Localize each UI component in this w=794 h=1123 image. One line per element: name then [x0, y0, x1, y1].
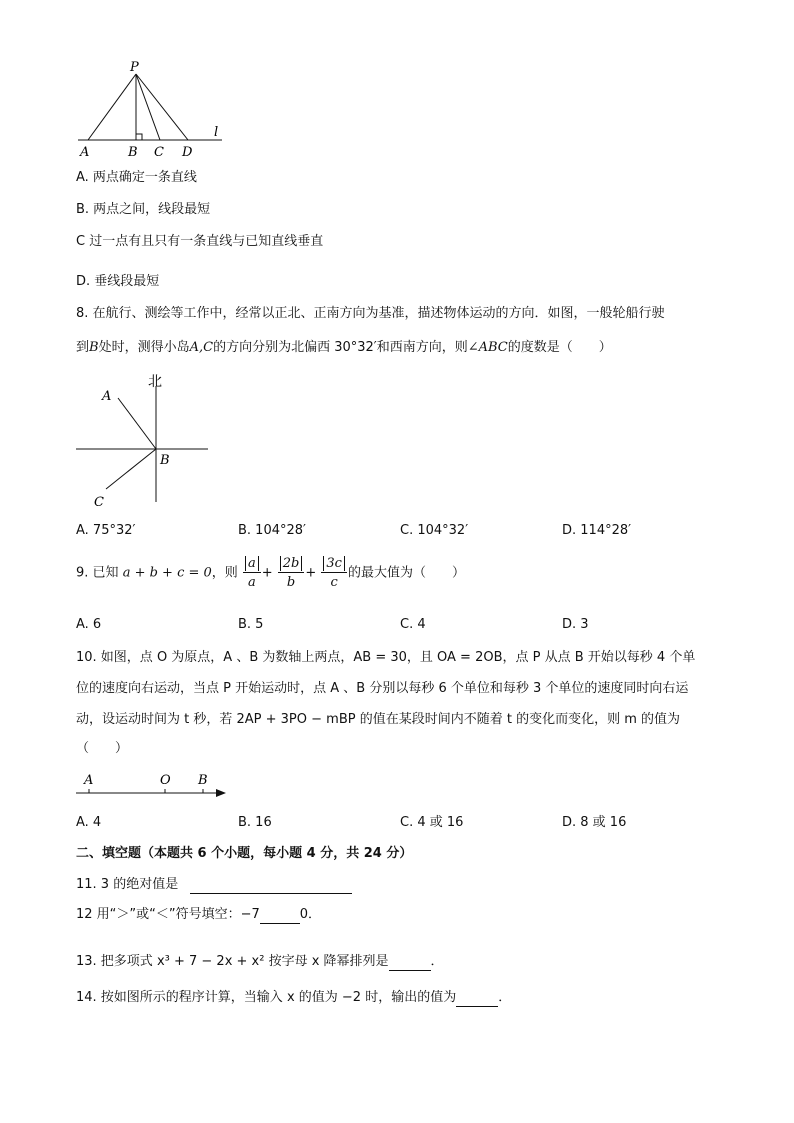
q10-line1: 10. 如图，点 O 为原点，A 、B 为数轴上两点，AB = 30，且 OA = 2OB，点 P 从点 B 开始以每秒 4 个单	[76, 650, 696, 665]
q7-option-d: D. 垂线段最短	[76, 274, 160, 289]
q8-option-d: D. 114°28′	[562, 523, 632, 538]
label-B: B	[198, 773, 208, 788]
label-A: A	[84, 773, 94, 788]
q13-answer-blank[interactable]	[389, 954, 431, 971]
q12-answer-blank[interactable]	[260, 907, 300, 924]
q9-option-d: D. 3	[562, 617, 589, 632]
q8-line2: 到B处时，测得小岛A,C的方向分别为北偏西 30°32′和西南方向，则∠ABC的度数是（ ）	[76, 340, 612, 355]
q8-option-b: B. 104°28′	[238, 523, 306, 538]
label-C: C	[94, 495, 104, 510]
q9-option-a: A. 6	[76, 617, 102, 632]
q10-option-d: D. 8 或 16	[562, 815, 627, 830]
label-C: C	[154, 145, 164, 160]
q9-option-b: B. 5	[238, 617, 264, 632]
q10-line4: （ ）	[76, 741, 129, 756]
q11-answer-blank[interactable]	[190, 877, 352, 894]
q10-option-b: B. 16	[238, 815, 272, 830]
number-line	[70, 768, 235, 802]
fraction-2: $\frac{2b}{b}$	[278, 556, 305, 590]
q7-figure	[70, 58, 240, 163]
q9-option-c: C. 4	[400, 617, 426, 632]
q8-figure	[70, 372, 220, 512]
q7-option-c: C 过一点有且只有一条直线与已知直线垂直	[76, 234, 324, 249]
q10-option-a: A. 4	[76, 815, 102, 830]
q8-option-c: C. 104°32′	[400, 523, 469, 538]
label-north: 北	[148, 374, 162, 390]
q11: 11. 3 的绝对值是	[76, 877, 352, 894]
q14: 14. 按如图所示的程序计算，当输入 x 的值为 −2 时，输出的值为 ．	[76, 990, 512, 1005]
label-A: A	[80, 145, 90, 160]
q8-line1: 8. 在航行、测绘等工作中，经常以正北、正南方向为基准，描述物体运动的方向．如图，一般轮船行驶	[76, 306, 665, 321]
q14-answer-blank[interactable]	[456, 990, 498, 1007]
label-B: B	[128, 145, 138, 160]
label-B: B	[160, 453, 170, 468]
q12: 12 用“＞”或“＜”符号填空：−7 0．	[76, 907, 322, 922]
q10-line2: 位的速度向右运动，当点 P 开始运动时，点 A 、B 分别以每秒 6 个单位和每秒 3 个单位的速度同时向右运	[76, 681, 689, 696]
label-P: P	[130, 60, 139, 75]
q7-option-a: A. 两点确定一条直线	[76, 170, 197, 185]
label-O: O	[160, 773, 171, 788]
q10-option-c: C. 4 或 16	[400, 815, 464, 830]
section-2-heading: 二、填空题（本题共 6 个小题，每小题 4 分，共 24 分）	[76, 846, 413, 861]
q9-stem: 9. 已知 a + b + c = 0，则 $\frac{a}{a}$ + $\frac{2b}{b}$ + $\frac{3c}{c}$ 的最大值为（ ）	[76, 556, 465, 590]
fraction-3: $\frac{3c}{c}$	[321, 556, 347, 590]
fraction-1: $\frac{a}{a}$	[243, 556, 261, 590]
label-A: A	[102, 389, 112, 404]
q10-line3: 动，设运动时间为 t 秒，若 2AP + 3PO − mBP 的值在某段时间内不随着 t 的变化而变化，则 m 的值为	[76, 712, 680, 727]
label-D: D	[182, 145, 193, 160]
label-l: l	[214, 125, 219, 140]
q13: 13. 把多项式 x³ + 7 − 2x + x² 按字母 x 降幂排列是 ．	[76, 954, 444, 969]
q7-option-b: B. 两点之间，线段最短	[76, 202, 211, 217]
q8-option-a: A. 75°32′	[76, 523, 136, 538]
